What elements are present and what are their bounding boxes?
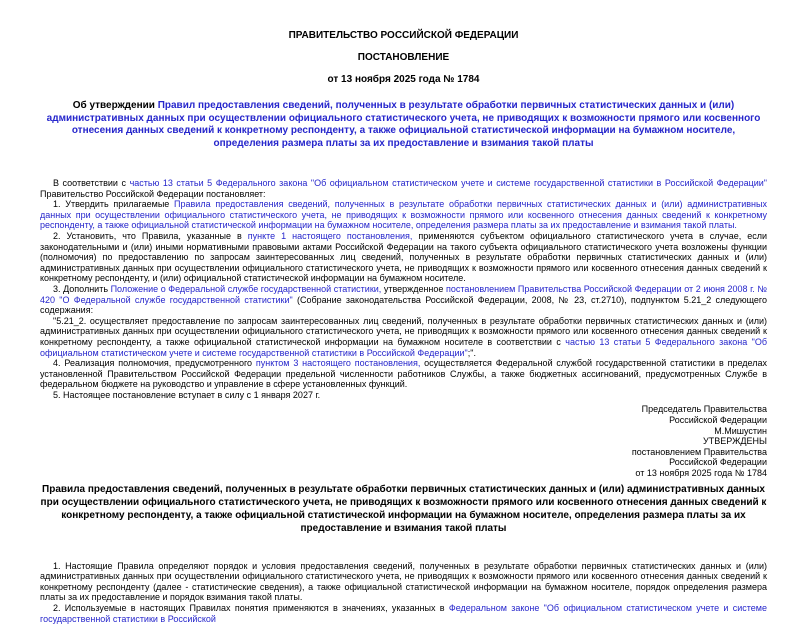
document-type: ПОСТАНОВЛЕНИЕ bbox=[357, 52, 450, 63]
text-segment: (Собрание законодательства Российской Федерации, 2008, № 23, ст.2710), подпунктом 5.21_2 следующего содержания: bbox=[40, 294, 767, 316]
rules-title: Правила предоставления сведений, полученных в результате обработки первичных статистических данных и (или) административных данных при осуществлении официального статистического учета, не приводящих к возможности прямого или косвенного отнесения данных сведений к конкретному респонденту, а также официальной статистической информации на бумажном носителе, определения размера платы за их предоставление и взимания такой платы bbox=[40, 483, 767, 534]
signature-line: М.Мишустин bbox=[714, 425, 767, 436]
text-segment: утвержденное bbox=[381, 283, 446, 294]
text-segment: 1. Настоящие Правила определяют порядок и условия предоставления сведений, полученных в результате обработки первичных статистических данных и (или) административных данных при осуществлении официального статистического учета, не приводящих к возможности прямого или косвенного отнесения данных сведений к конкретному респонденту (далее - статистические сведения), а также официальной статистической информации на бумажном носителе, порядок определения размера платы за их предоставление и порядок взимания такой платы. bbox=[40, 560, 767, 603]
text-segment: 2. Установить, что Правила, указанные в bbox=[53, 230, 248, 241]
text-segment: 4. Реализация полномочия, предусмотренного bbox=[53, 358, 256, 369]
resolution-body bbox=[40, 178, 767, 400]
text-segment: 5. Настоящее постановление вступает в силу с 1 января 2027 г. bbox=[53, 389, 321, 400]
paragraph bbox=[40, 231, 767, 284]
signature-line: УТВЕРЖДЕНЫ bbox=[703, 436, 767, 447]
document-date-number: от 13 ноября 2025 года № 1784 bbox=[327, 74, 480, 85]
paragraph bbox=[40, 178, 767, 199]
legal-reference-link[interactable]: частью 13 статьи 5 Федерального закона "Об официальном статистическом учете и системе государственной статистики в Российской Федерации" bbox=[129, 178, 767, 188]
legal-reference-link[interactable]: Федеральном законе "Об официальном статистическом учете и системе государственной статистики в Российской bbox=[40, 603, 767, 624]
text-segment: "5.21_2. осуществляет предоставление по запросам заинтересованных лиц сведений, полученных в результате обработки первичных статистических данных и (или) административных данных при осуществлении официального статистического учета, не приводящих к возможности прямого или косвенного отнесения данных сведений к конкретному респонденту, а также официальной статистической информации на бумажном носителе в соответствии с bbox=[40, 315, 767, 347]
signature-approval-block bbox=[40, 404, 767, 478]
issuing-authority: ПРАВИТЕЛЬСТВО РОССИЙСКОЙ ФЕДЕРАЦИИ bbox=[288, 30, 519, 41]
text-segment: Об утверждении bbox=[72, 100, 158, 111]
paragraph bbox=[40, 358, 767, 390]
paragraph bbox=[40, 561, 767, 603]
text-segment: ;". bbox=[467, 347, 476, 358]
document-header bbox=[40, 30, 767, 86]
legal-reference-link[interactable]: частью 13 статьи 5 Федерального закона "Об официальном статистическом учете и системе государственной статистики в Российской Федерации" bbox=[40, 336, 767, 358]
text-segment: осуществляется Федеральной службой государственной статистики в пределах установленной Правительством Российской Федерации предельной численности работников Службы, а также бюджетных ассигнований, предусмотренных Службе в федеральном бюджете на руководство и управление в сфере установленных функций. bbox=[40, 358, 767, 390]
legal-reference-link[interactable]: Правил предоставления сведений, полученных в результате обработки первичных статистических данных и (или) административных данных при осуществлении официального статистического учета, не приводящих к возможности прямого или косвенного отнесения данных сведений к конкретному респонденту, а также официальной статистической информации на бумажном носителе, определения размера платы за их предоставление и взимания такой платы bbox=[46, 100, 761, 149]
signature-line: от 13 ноября 2025 года № 1784 bbox=[635, 468, 767, 479]
rules-body bbox=[40, 561, 767, 624]
legal-reference-link[interactable]: Положение о Федеральной службе государственной статистики, bbox=[110, 283, 382, 294]
paragraph bbox=[40, 316, 767, 358]
signature-line: Российской Федерации bbox=[669, 457, 767, 468]
signature-line: постановлением Правительства bbox=[631, 446, 767, 457]
paragraph bbox=[40, 199, 767, 231]
legal-reference-link[interactable]: пункте 1 настоящего постановления, bbox=[247, 230, 413, 241]
paragraph bbox=[40, 284, 767, 316]
text-segment: 2. Используемые в настоящих Правилах понятия применяются в значениях, указанных в bbox=[53, 603, 449, 613]
paragraph bbox=[40, 603, 767, 624]
paragraph bbox=[40, 390, 767, 401]
document-title bbox=[40, 100, 767, 150]
text-segment: В соответствии с bbox=[53, 178, 130, 188]
legal-reference-link[interactable]: постановлением Правительства Российской Федерации от 2 июня 2008 г. № 420 "О Федеральной службе государственной статистики" bbox=[40, 283, 767, 305]
text-segment: применяются субъектом официального статистического учета в случае, если законодательными и (или) иными нормативными правовыми актами Российской Федерации на такого субъекта официального статистического учета возложены функции (полномочия) по предоставлению по запросам заинтересованных лиц сведений, полученных в результате обработки первичных статистических данных и (или) административных данных при осуществлении официального статистического учета, не приводящих к возможности прямого или косвенного отнесения данных сведений к конкретному респонденту, и (или) официальной статистической информации на бумажном носителе. bbox=[40, 230, 767, 284]
signature-line: Председатель Правительства bbox=[641, 404, 767, 415]
legal-reference-link[interactable]: Правила предоставления сведений, полученных в результате обработки первичных статистических данных и (или) административных данных при осуществлении официального статистического учета, не приводящих к возможности прямого или косвенного отнесения данных сведений к конкретному респонденту, а также официальной статистической информации на бумажном носителе, определения размера платы за их предоставление и взимания такой платы. bbox=[40, 199, 767, 231]
text-segment: Правительство Российской Федерации постановляет: bbox=[40, 188, 266, 199]
text-segment: 3. Дополнить bbox=[53, 283, 111, 294]
signature-line: Российской Федерации bbox=[669, 415, 767, 426]
legal-reference-link[interactable]: пунктом 3 настоящего постановления, bbox=[255, 358, 421, 369]
text-segment: 1. Утвердить прилагаемые bbox=[53, 199, 175, 210]
